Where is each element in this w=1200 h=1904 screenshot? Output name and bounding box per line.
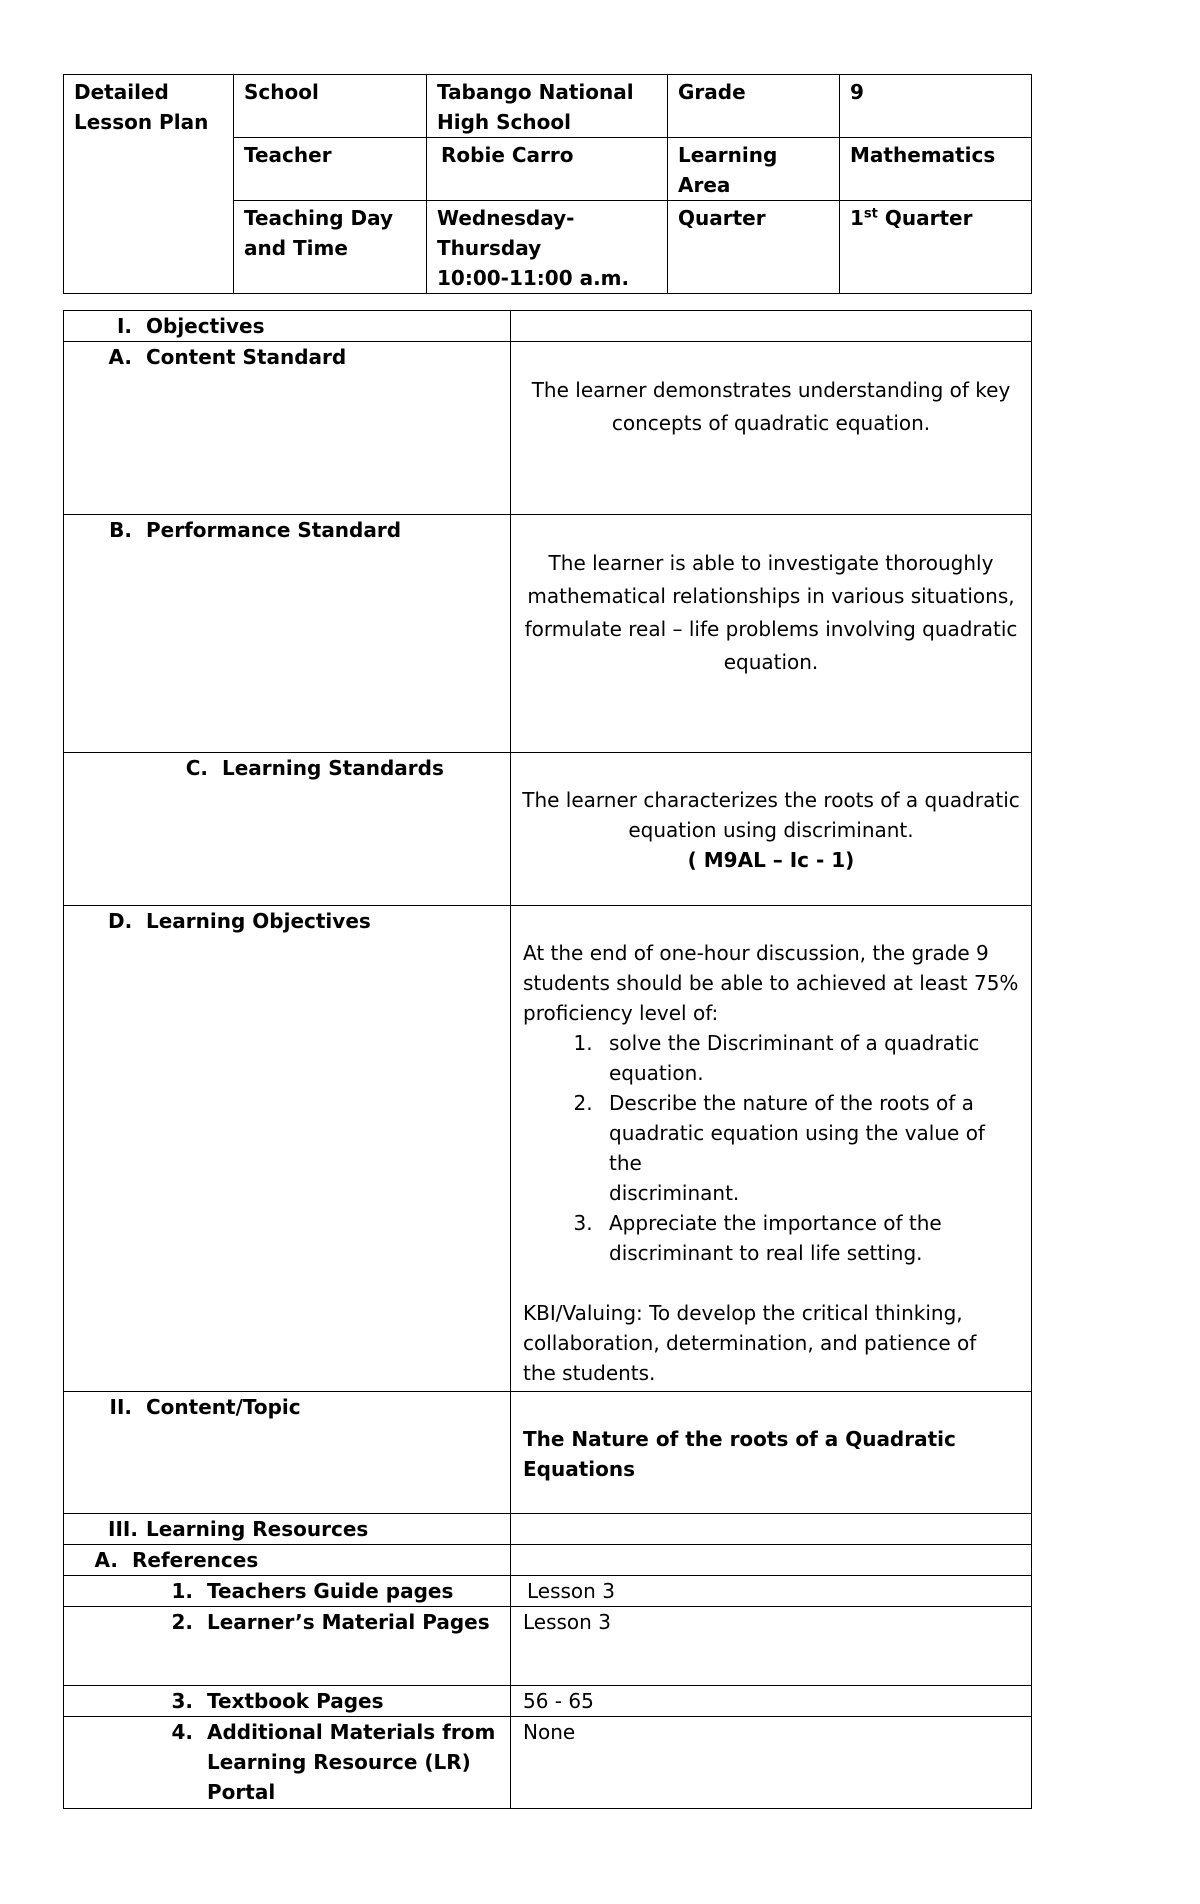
references-num: A. bbox=[94, 1548, 118, 1572]
learning-resources-row bbox=[64, 1514, 1032, 1545]
doc-title-cell bbox=[64, 75, 234, 294]
learning-objectives-label: Learning Objectives bbox=[146, 909, 371, 933]
objective-text-cont: equation. bbox=[609, 1061, 704, 1085]
school-label: School bbox=[234, 75, 427, 138]
learning-standards-text: The learner characterizes the roots of a quadratic bbox=[522, 788, 1020, 812]
teaching-day-label: Teaching Day bbox=[244, 206, 394, 230]
objective-item bbox=[599, 1208, 1019, 1268]
content-topic-num: II. bbox=[109, 1395, 132, 1419]
objective-text: 1. solve the Discriminant of a quadratic bbox=[609, 1031, 980, 1055]
learning-standards-label: Learning Standards bbox=[222, 756, 444, 780]
learning-area-label: Learning Area bbox=[668, 138, 840, 201]
teachers-guide-row bbox=[64, 1576, 1032, 1607]
objective-item bbox=[599, 1028, 1019, 1088]
content-standard-text: The learner demonstrates understanding of key bbox=[531, 378, 1011, 402]
learning-objectives-intro-cont: students should be able to achieved at least 75% bbox=[523, 971, 1019, 995]
teaching-time-value: 10:00-11:00 a.m. bbox=[437, 266, 630, 290]
quarter-number: 1 bbox=[850, 206, 864, 230]
additional-materials-num: 4. bbox=[171, 1720, 193, 1744]
teachers-guide-num: 1. bbox=[171, 1579, 193, 1603]
kbi-valuing-text-cont2: the students. bbox=[523, 1361, 656, 1385]
content-topic-text-cont: Equations bbox=[523, 1457, 636, 1481]
objective-text-cont: discriminant to real life setting. bbox=[609, 1241, 923, 1265]
objectives-list bbox=[523, 1028, 1019, 1268]
content-topic-text: The Nature of the roots of a Quadratic bbox=[523, 1427, 956, 1451]
textbook-row bbox=[64, 1686, 1032, 1717]
objective-text-cont: quadratic equation using the value of the bbox=[609, 1121, 985, 1175]
performance-standard-text-cont2: formulate real – life problems involving quadratic bbox=[524, 617, 1018, 641]
teaching-day-value: Wednesday- bbox=[437, 206, 575, 230]
content-topic-label: Content/Topic bbox=[146, 1395, 301, 1419]
kbi-valuing-text: KBI/Valuing: To develop the critical thinking, bbox=[523, 1301, 963, 1325]
performance-standard-label: Performance Standard bbox=[146, 518, 402, 542]
learning-standards-text-cont: equation using discriminant. bbox=[628, 818, 914, 842]
grade-label: Grade bbox=[668, 75, 840, 138]
additional-materials-label-cont: Learning Resource (LR) bbox=[207, 1750, 471, 1774]
content-standard-num: A. bbox=[108, 345, 132, 369]
teacher-label: Teacher bbox=[234, 138, 427, 201]
objective-text: 2. Describe the nature of the roots of a bbox=[609, 1091, 974, 1115]
performance-standard-num: B. bbox=[109, 518, 132, 542]
performance-standard-row bbox=[64, 515, 1032, 753]
lesson-plan-header-table bbox=[63, 74, 1032, 294]
additional-materials-label-cont2: Portal bbox=[207, 1780, 276, 1804]
content-standard-label: Content Standard bbox=[146, 345, 347, 369]
performance-standard-text-cont: mathematical relationships in various situations, bbox=[527, 584, 1015, 608]
learners-material-row bbox=[64, 1607, 1032, 1686]
learning-standards-num: C. bbox=[185, 756, 208, 780]
teachers-guide-label: Teachers Guide pages bbox=[207, 1579, 454, 1603]
content-topic-row bbox=[64, 1392, 1032, 1514]
teaching-day-value-cont: Thursday bbox=[437, 236, 542, 260]
objectives-num: I. bbox=[116, 314, 132, 338]
references-row bbox=[64, 1545, 1032, 1576]
performance-standard-text: The learner is able to investigate thoroughly bbox=[548, 551, 994, 575]
quarter-label: Quarter bbox=[668, 201, 840, 294]
teachers-guide-value: Lesson 3 bbox=[511, 1576, 1032, 1607]
references-label: References bbox=[132, 1548, 259, 1572]
quarter-word: Quarter bbox=[884, 206, 973, 230]
quarter-value bbox=[840, 201, 1032, 294]
learners-material-label: Learner’s Material Pages bbox=[207, 1610, 490, 1634]
learning-resources-label: Learning Resources bbox=[146, 1517, 369, 1541]
additional-materials-row bbox=[64, 1717, 1032, 1809]
objectives-label: Objectives bbox=[146, 314, 265, 338]
content-standard-row bbox=[64, 342, 1032, 515]
objectives-row bbox=[64, 311, 1032, 342]
learning-objectives-num: D. bbox=[108, 909, 133, 933]
objective-text-cont2: discriminant. bbox=[609, 1181, 740, 1205]
school-value-cont: High School bbox=[437, 110, 571, 134]
doc-title-cont: Lesson Plan bbox=[74, 110, 209, 134]
teaching-day-value-cell bbox=[427, 201, 668, 294]
school-value: Tabango National bbox=[437, 80, 634, 104]
teaching-day-label-cell bbox=[234, 201, 427, 294]
learning-objectives-row bbox=[64, 906, 1032, 1392]
objective-text: 3. Appreciate the importance of the bbox=[609, 1211, 942, 1235]
school-value-cell bbox=[427, 75, 668, 138]
objective-item bbox=[599, 1088, 1019, 1208]
lesson-plan-main-table bbox=[63, 310, 1032, 1809]
teaching-day-label-cont: and Time bbox=[244, 236, 348, 260]
learning-objectives-intro-cont2: proficiency level of: bbox=[523, 1001, 719, 1025]
textbook-num: 3. bbox=[171, 1689, 193, 1713]
textbook-label: Textbook Pages bbox=[207, 1689, 384, 1713]
learning-standards-row bbox=[64, 753, 1032, 906]
learning-standards-code: ( M9AL – Ic - 1) bbox=[687, 848, 855, 872]
learning-area-value: Mathematics bbox=[840, 138, 1032, 201]
learners-material-num: 2. bbox=[171, 1610, 193, 1634]
doc-title: Detailed bbox=[74, 80, 169, 104]
additional-materials-value: None bbox=[511, 1717, 1032, 1809]
grade-value: 9 bbox=[840, 75, 1032, 138]
teacher-value: Robie Carro bbox=[427, 138, 668, 201]
quarter-suffix: st bbox=[863, 206, 878, 222]
additional-materials-label: Additional Materials from bbox=[207, 1720, 496, 1744]
content-standard-text-cont: concepts of quadratic equation. bbox=[611, 411, 931, 435]
performance-standard-text-cont3: equation. bbox=[723, 650, 819, 674]
textbook-value: 56 - 65 bbox=[511, 1686, 1032, 1717]
learning-objectives-intro: At the end of one-hour discussion, the grade 9 bbox=[523, 941, 989, 965]
kbi-valuing-text-cont: collaboration, determination, and patience of bbox=[523, 1331, 977, 1355]
learning-resources-num: III. bbox=[108, 1517, 138, 1541]
learners-material-value: Lesson 3 bbox=[511, 1607, 1032, 1686]
